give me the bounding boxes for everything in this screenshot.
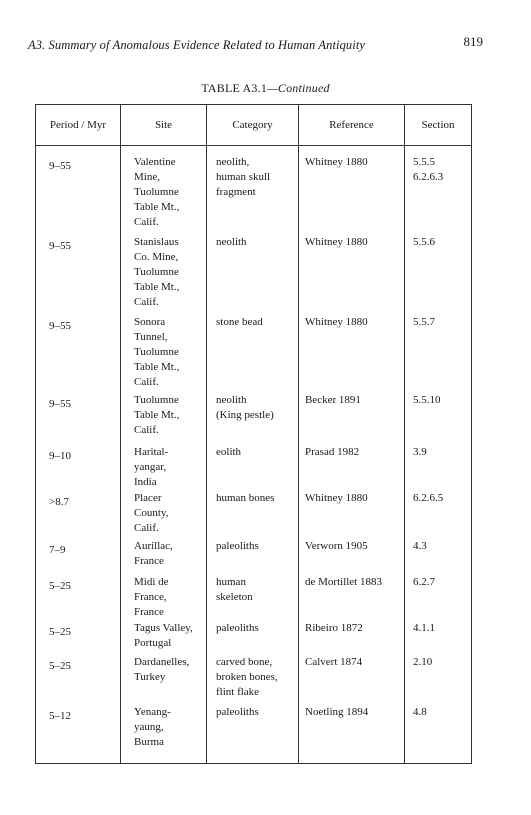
cell-reference: Noetling 1894 <box>305 706 369 718</box>
cell-section: 5.5.5 6.2.6.3 <box>413 156 444 183</box>
cell-site: Tagus Valley, Portugal <box>134 622 193 649</box>
cell-reference: Calvert 1874 <box>305 656 363 668</box>
cell-period: 9–55 <box>49 320 71 332</box>
cell-section: 6.2.6.5 <box>413 492 444 504</box>
cell-reference: Whitney 1880 <box>305 236 368 248</box>
cell-period: 7–9 <box>49 544 66 556</box>
cell-reference: Verworn 1905 <box>305 540 368 552</box>
cell-period: >8.7 <box>49 496 69 508</box>
cell-period: 5–12 <box>49 710 71 722</box>
cell-section: 6.2.7 <box>413 576 435 588</box>
cell-site: Dardanelles, Turkey <box>134 656 190 683</box>
cell-reference: Whitney 1880 <box>305 492 368 504</box>
column-header-site: Site <box>154 119 173 131</box>
cell-period: 9–55 <box>49 240 71 252</box>
cell-period: 9–55 <box>49 398 71 410</box>
cell-site: Midi de France, France <box>134 576 169 618</box>
cell-reference: de Mortillet 1883 <box>305 576 382 588</box>
column-header-category: Category <box>232 119 273 131</box>
cell-section: 4.1.1 <box>413 622 435 634</box>
cell-section: 4.3 <box>413 540 427 552</box>
cell-section: 3.9 <box>413 446 427 458</box>
cell-reference: Ribeiro 1872 <box>305 622 363 634</box>
cell-category: carved bone, broken bones, flint flake <box>216 656 278 698</box>
cell-category: stone bead <box>216 316 263 328</box>
cell-reference: Whitney 1880 <box>305 316 368 328</box>
column-divider <box>404 105 405 763</box>
cell-period: 9–55 <box>49 160 71 172</box>
cell-site: Aurillac, France <box>134 540 173 567</box>
cell-category: eolith <box>216 446 242 458</box>
table-title-continued: —Continued <box>267 81 330 95</box>
cell-category: paleoliths <box>216 622 259 634</box>
cell-reference: Whitney 1880 <box>305 156 368 168</box>
column-divider <box>120 105 121 763</box>
cell-category: neolith (King pestle) <box>216 394 274 421</box>
cell-section: 5.5.6 <box>413 236 435 248</box>
running-header <box>28 34 483 56</box>
table-title <box>0 81 531 96</box>
cell-category: human skeleton <box>216 576 253 603</box>
column-divider <box>206 105 207 763</box>
column-header-period: Period / Myr <box>49 119 107 131</box>
header-rule <box>36 145 471 146</box>
cell-period: 5–25 <box>49 660 71 672</box>
cell-period: 5–25 <box>49 580 71 592</box>
cell-category: paleoliths <box>216 706 259 718</box>
cell-reference: Prasad 1982 <box>305 446 360 458</box>
cell-section: 5.5.7 <box>413 316 435 328</box>
running-title: A3. Summary of Anomalous Evidence Related to Human Antiquity <box>28 38 366 52</box>
column-header-section: Section <box>421 119 455 131</box>
cell-period: 5–25 <box>49 626 71 638</box>
cell-category: neolith <box>216 236 247 248</box>
cell-period: 9–10 <box>49 450 71 462</box>
cell-site: Harital- yangar, India <box>134 446 169 488</box>
cell-category: neolith, human skull fragment <box>216 156 271 198</box>
cell-site: Sonora Tunnel, Tuolumne Table Mt., Calif. <box>134 316 180 388</box>
cell-site: Valentine Mine, Tuolumne Table Mt., Calif. <box>134 156 180 228</box>
cell-site: Yenang- yaung, Burma <box>134 706 171 748</box>
cell-site: Placer County, Calif. <box>134 492 169 534</box>
column-header-reference: Reference <box>329 119 374 131</box>
cell-site: Stanislaus Co. Mine, Tuolumne Table Mt., Calif. <box>134 236 180 308</box>
cell-section: 2.10 <box>413 656 433 668</box>
table-title-label: TABLE A3.1 <box>201 81 268 95</box>
cell-reference: Becker 1891 <box>305 394 361 406</box>
cell-section: 5.5.10 <box>413 394 441 406</box>
cell-section: 4.8 <box>413 706 427 718</box>
column-divider <box>298 105 299 763</box>
data-table <box>35 104 472 764</box>
page-number: 819 <box>463 34 483 49</box>
cell-site: Tuolumne Table Mt., Calif. <box>134 394 180 436</box>
cell-category: paleoliths <box>216 540 259 552</box>
cell-category: human bones <box>216 492 275 504</box>
